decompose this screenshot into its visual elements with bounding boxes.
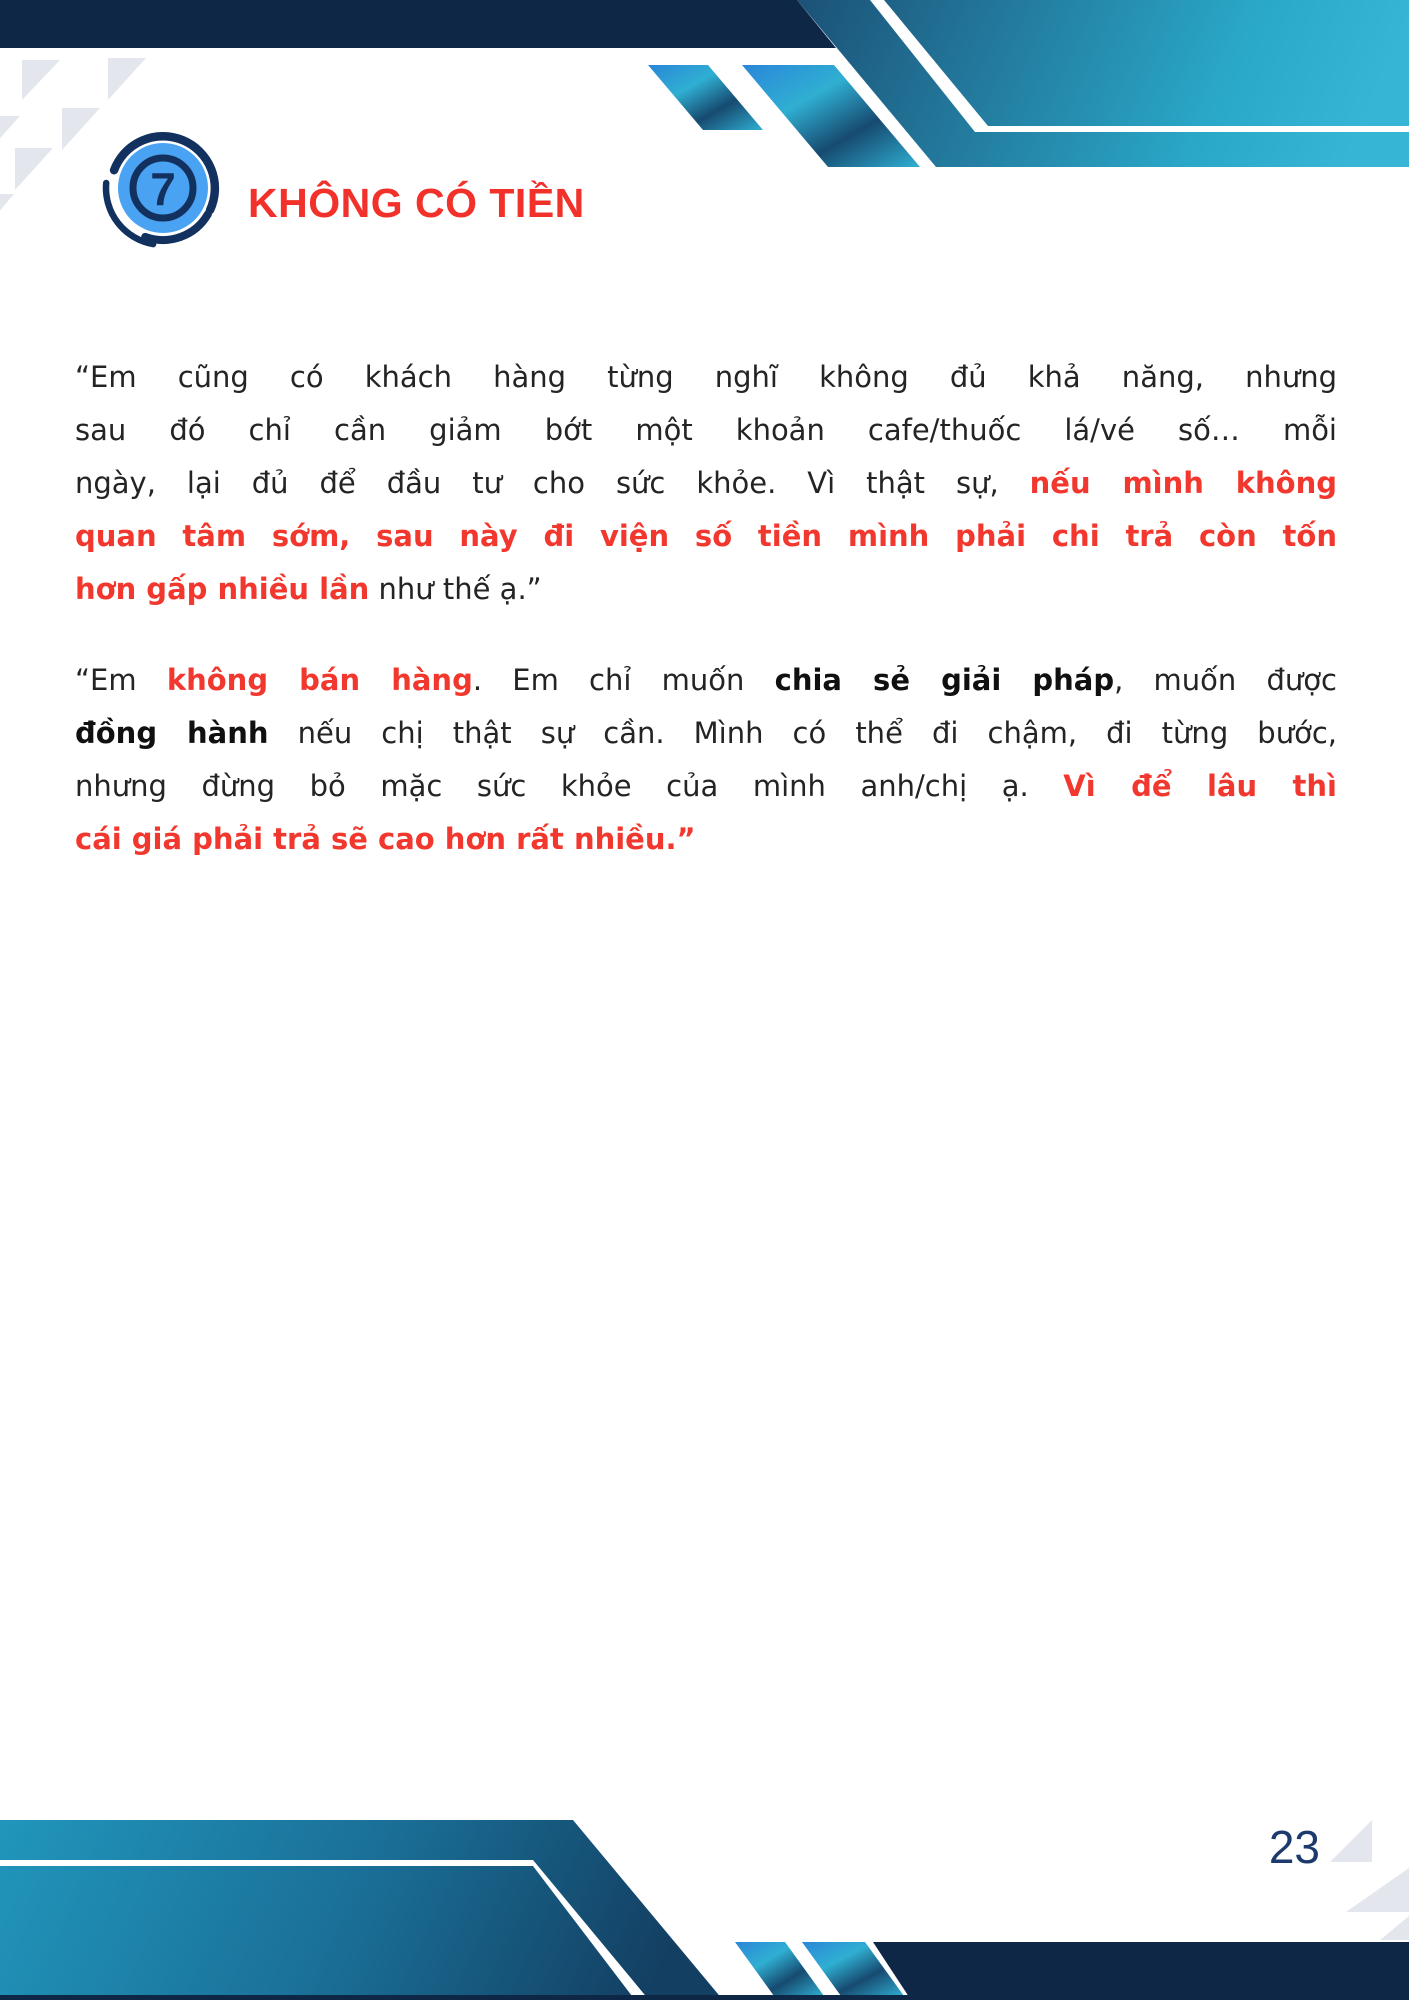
text-segment: sau đó chỉ cần giảm bớt một khoản cafe/thuốc lá/vé số… mỗi: [75, 413, 1337, 447]
text-segment: . Em chỉ muốn: [472, 663, 775, 697]
footer-bottom-line: [0, 1995, 1409, 2000]
page-number: 23: [1268, 1821, 1320, 1873]
text-line: [75, 457, 1337, 510]
text-segment: đồng hành: [75, 716, 269, 750]
text-segment: nếu chị thật sự cần. Mình có thể đi chậm, đi từng bước,: [268, 716, 1337, 750]
text-segment: quan tâm sớm, sau này đi viện số tiền mình phải chi trả còn tốn: [75, 519, 1337, 553]
text-segment: Vì để lâu thì: [1063, 769, 1337, 803]
text-line: [75, 563, 1337, 616]
text-segment: nếu mình không: [1029, 466, 1337, 500]
text-segment: cái giá phải trả sẽ cao hơn rất nhiều.”: [75, 822, 696, 856]
text-line: [75, 813, 1337, 866]
text-line: [75, 510, 1337, 563]
paragraph: [75, 351, 1337, 616]
text-segment: “Em: [75, 663, 167, 697]
footer-navy-band: [873, 1942, 1409, 2000]
text-segment: nhưng đừng bỏ mặc sức khỏe của mình anh/chị ạ.: [75, 769, 1064, 803]
text-line: [75, 351, 1337, 404]
text-segment: như thế ạ.”: [369, 572, 542, 606]
header-stripe-small: [648, 65, 763, 130]
section-title: KHÔNG CÓ TIỀN: [248, 180, 585, 226]
text-segment: chia sẻ giải pháp: [774, 663, 1115, 697]
text-segment: , muốn được: [1114, 663, 1337, 697]
section-number-badge: [98, 125, 228, 255]
badge-icon: [98, 125, 228, 255]
header-navy-band: [0, 0, 836, 48]
text-segment: “Em cũng có khách hàng từng nghĩ không đủ khả năng, nhưng: [75, 360, 1337, 394]
body-text: [75, 351, 1337, 866]
badge-number: 7: [150, 163, 176, 215]
text-segment: hơn gấp nhiều lần: [75, 572, 370, 606]
text-segment: ngày, lại đủ để đầu tư cho sức khỏe. Vì thật sự,: [75, 466, 1030, 500]
text-line: [75, 760, 1337, 813]
paragraph: [75, 654, 1337, 866]
text-line: [75, 404, 1337, 457]
text-line: [75, 654, 1337, 707]
footer-triangle-pattern: [1330, 1820, 1409, 1940]
text-line: [75, 707, 1337, 760]
text-segment: không bán hàng: [166, 663, 473, 697]
